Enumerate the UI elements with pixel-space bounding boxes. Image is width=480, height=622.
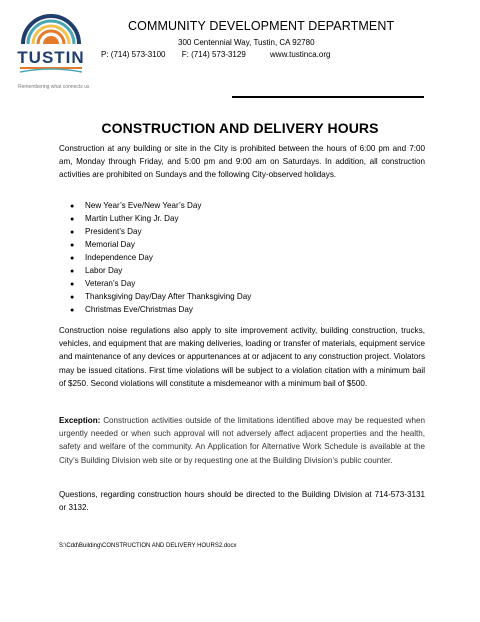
bullet-icon: ●	[70, 229, 75, 236]
bullet-icon: ●	[70, 307, 75, 314]
department-name: COMMUNITY DEVELOPMENT DEPARTMENT	[128, 19, 395, 33]
holiday-label: Labor Day	[85, 266, 123, 275]
header-divider	[232, 96, 424, 98]
website-link[interactable]: www.tustinca.org	[270, 50, 331, 59]
phone-number: P: (714) 573-3100	[101, 50, 166, 59]
file-path: S:\Cdd\Building\CONSTRUCTION AND DELIVERY HOURS2.docx	[59, 543, 237, 549]
intro-paragraph: Construction at any building or site in the City is prohibited between the hours of 6:00 pm and 7:00 am, Monday through Friday, and 5:00 pm and 9:00 am on Saturdays. In addition, all construction activities are prohibited on Sundays and the following City-observed holidays.	[59, 144, 425, 180]
bullet-icon: ●	[70, 255, 75, 262]
list-item	[70, 225, 251, 238]
noise-regulations-paragraph: Construction noise regulations also apply to site improvement activity, building construction, trucks, vehicles, and equipment that are making deliveries, loading or transfer of materials, equipment service and maintenance of any devices or appurtenances at or adjacent to any construction project. Violators may be issued citations. First time violations will be subject to a violation citation with a minimum bail of $250. Second violations will constitute a misdemeanor with a minimum bail of $500.	[59, 326, 425, 388]
bullet-icon: ●	[70, 203, 75, 210]
holiday-label: Veteran’s Day	[85, 279, 136, 288]
holiday-label: Independence Day	[85, 253, 153, 262]
holiday-label: Thanksgiving Day/Day After Thanksgiving Day	[85, 292, 252, 301]
list-item	[70, 251, 251, 264]
list-item	[70, 199, 251, 212]
contact-line	[101, 50, 401, 59]
holiday-label: Memorial Day	[85, 240, 135, 249]
department-address: 300 Centennial Way, Tustin, CA 92780	[178, 38, 315, 47]
bullet-icon: ●	[70, 281, 75, 288]
list-item	[70, 303, 251, 316]
list-item	[70, 290, 251, 303]
holiday-label: New Year’s Eve/New Year’s Day	[85, 201, 202, 210]
list-item	[70, 212, 251, 225]
tustin-logo-icon	[17, 14, 85, 80]
logo-tagline: Remembering what connects us	[18, 84, 90, 90]
exception-paragraph	[59, 414, 425, 467]
list-item	[70, 264, 251, 277]
exception-text: Construction activities outside of the limitations identified above may be requested when urgently needed or when such approval will not adversely affect adjacent properties and the health, safety and welfare of the community. An Application for Alternative Work Schedule is available at the City’s Building Division web site or by requesting one at the Building Division’s public counter.	[59, 416, 425, 465]
list-item	[70, 238, 251, 251]
logo-wordmark: TUSTIN	[17, 48, 85, 67]
list-item	[70, 277, 251, 290]
questions-paragraph: Questions, regarding construction hours should be directed to the Building Division at 714-573-3131 or 3132.	[59, 490, 425, 513]
fax-number: F: (714) 573-3129	[181, 50, 246, 59]
holiday-list	[70, 199, 251, 316]
bullet-icon: ●	[70, 216, 75, 223]
bullet-icon: ●	[70, 294, 75, 301]
city-logo	[12, 14, 90, 90]
exception-label: Exception:	[59, 416, 101, 425]
bullet-icon: ●	[70, 268, 75, 275]
bullet-icon: ●	[70, 242, 75, 249]
document-title: CONSTRUCTION AND DELIVERY HOURS	[101, 120, 379, 136]
holiday-label: President’s Day	[85, 227, 142, 236]
holiday-label: Martin Luther King Jr. Day	[85, 214, 179, 223]
holiday-label: Christmas Eve/Christmas Day	[85, 305, 193, 314]
